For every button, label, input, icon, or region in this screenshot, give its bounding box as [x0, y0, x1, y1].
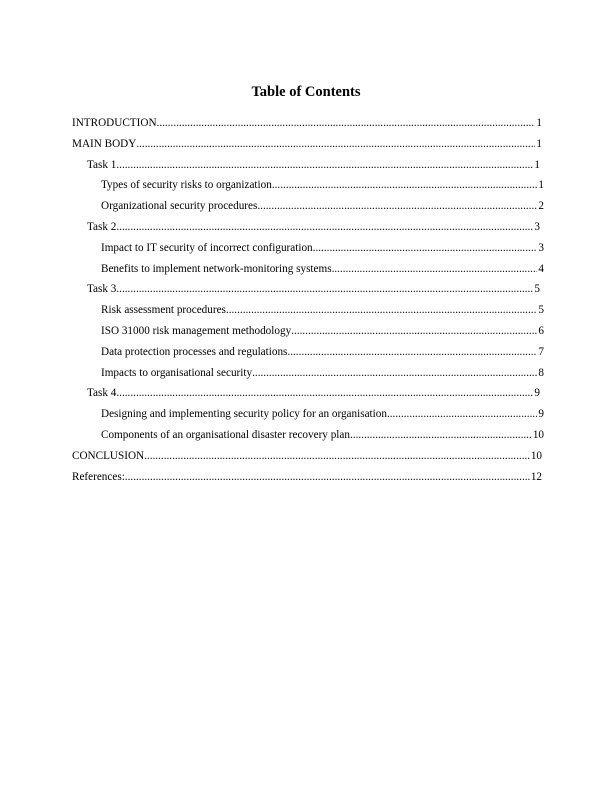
- toc-page-number: 7: [538, 345, 544, 358]
- toc-entry[interactable]: [72, 259, 544, 280]
- toc-page-number: 9: [538, 408, 544, 421]
- toc-entry[interactable]: [72, 238, 544, 259]
- toc-entry[interactable]: [72, 404, 544, 425]
- toc-entry[interactable]: [72, 467, 542, 488]
- toc-entry-text: Organizational security procedures: [101, 200, 258, 213]
- toc-entry[interactable]: [72, 196, 544, 217]
- table-of-contents: [72, 113, 542, 487]
- toc-page-number: 1: [538, 179, 544, 192]
- toc-entry[interactable]: [72, 217, 540, 238]
- toc-entry-text: Components of an organisational disaster recovery plan: [101, 428, 350, 441]
- toc-entry[interactable]: [72, 363, 544, 384]
- toc-entry[interactable]: [72, 446, 542, 467]
- toc-entry[interactable]: [72, 175, 544, 196]
- toc-dot-leader: [291, 321, 537, 342]
- toc-entry-text: Types of security risks to organization: [101, 179, 272, 192]
- toc-page-number: 2: [538, 200, 544, 213]
- toc-dot-leader: [387, 404, 537, 425]
- toc-entry-text: Task 1: [87, 158, 117, 171]
- toc-dot-leader: [116, 383, 533, 404]
- toc-entry-text: References:: [72, 470, 125, 483]
- toc-page-number: 9: [534, 387, 540, 400]
- toc-page-number: 5: [534, 283, 540, 296]
- toc-page-number: 4: [538, 262, 544, 275]
- toc-page-number: 3: [534, 220, 540, 233]
- toc-title: Table of Contents: [251, 84, 361, 100]
- toc-dot-leader: [272, 175, 538, 196]
- toc-entry-text: Benefits to implement network-monitoring systems: [101, 262, 332, 275]
- toc-entry-text: Designing and implementing security policy for an organisation: [101, 408, 387, 421]
- toc-dot-leader: [116, 279, 533, 300]
- toc-entry[interactable]: [72, 155, 540, 176]
- toc-entry-text: Task 4: [87, 387, 117, 400]
- toc-entry-text: Risk assessment procedures: [101, 304, 226, 317]
- toc-dot-leader: [144, 446, 530, 467]
- toc-entry-text: INTRODUCTION: [72, 117, 157, 129]
- toc-entry[interactable]: [72, 279, 540, 300]
- toc-entry-text: Data protection processes and regulations: [101, 345, 288, 358]
- toc-dot-leader: [226, 300, 538, 321]
- toc-dot-leader: [350, 425, 532, 446]
- toc-entry[interactable]: [72, 425, 544, 446]
- toc-dot-leader: [287, 342, 537, 363]
- toc-dot-leader: [252, 363, 537, 384]
- toc-dot-leader: [157, 113, 536, 134]
- toc-entry[interactable]: [72, 383, 540, 404]
- toc-dot-leader: [116, 155, 533, 176]
- toc-page-number: 6: [538, 324, 544, 337]
- toc-page-number: 1: [536, 117, 542, 129]
- toc-entry-text: CONCLUSION: [72, 449, 145, 462]
- toc-dot-leader: [136, 134, 535, 155]
- toc-entry[interactable]: [72, 134, 542, 155]
- toc-page-number: 12: [530, 470, 542, 483]
- toc-page-number: 3: [538, 241, 544, 254]
- toc-dot-leader: [332, 259, 538, 280]
- toc-dot-leader: [125, 467, 530, 488]
- toc-entry[interactable]: [72, 300, 544, 321]
- toc-page-number: 10: [530, 449, 542, 462]
- toc-page-number: 1: [536, 137, 542, 150]
- toc-entry[interactable]: [72, 321, 544, 342]
- toc-page-number: 8: [538, 366, 544, 379]
- toc-dot-leader: [116, 217, 533, 238]
- toc-page-number: 5: [538, 304, 544, 317]
- toc-entry-text: Task 3: [87, 283, 117, 296]
- toc-dot-leader: [257, 196, 537, 217]
- toc-entry[interactable]: [72, 342, 544, 363]
- toc-entry-text: Impact to IT security of incorrect configuration: [101, 241, 313, 254]
- toc-page-number: 1: [534, 158, 540, 171]
- toc-page-number: 10: [532, 428, 544, 441]
- toc-entry-text: Task 2: [87, 220, 117, 233]
- toc-dot-leader: [313, 238, 538, 259]
- toc-entry[interactable]: [72, 113, 542, 134]
- toc-entry-text: ISO 31000 risk management methodology: [101, 324, 292, 337]
- toc-entry-text: Impacts to organisational security: [101, 366, 253, 379]
- toc-entry-text: MAIN BODY: [72, 137, 137, 150]
